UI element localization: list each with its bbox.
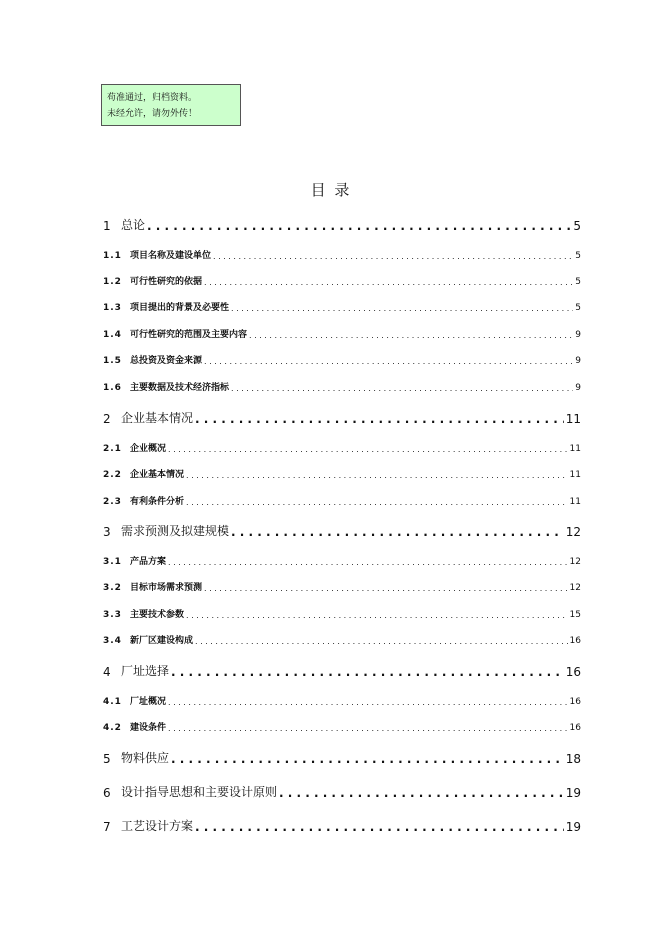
- toc-page-number: 12: [565, 525, 581, 539]
- toc-page-number: 16: [565, 665, 581, 679]
- toc-leader-dots: [168, 438, 568, 454]
- toc-section[interactable]: [103, 350, 581, 366]
- toc-label: 需求预测及拟建规模: [121, 524, 230, 538]
- toc-leader-dots: [186, 491, 568, 507]
- toc-leader-dots: [231, 297, 573, 313]
- toc-chapter[interactable]: [103, 818, 581, 834]
- toc-leader-dots: [249, 324, 573, 340]
- toc-page-number: 16: [569, 697, 581, 707]
- toc-label: 总论: [121, 218, 146, 232]
- toc-leader-dots: [213, 245, 573, 261]
- toc-number: 3.3: [103, 610, 122, 620]
- toc-number: 5: [103, 752, 111, 766]
- page-title: 目 录: [310, 181, 352, 199]
- toc-section[interactable]: [103, 630, 581, 646]
- toc-leader-dots: [168, 691, 568, 707]
- toc-label: 有利条件分析: [130, 497, 185, 507]
- toc-section[interactable]: [103, 604, 581, 620]
- toc-label: 物料供应: [121, 751, 170, 765]
- toc-number: 1.3: [103, 303, 122, 313]
- toc-page-number: 9: [575, 383, 581, 393]
- toc-page-number: 5: [575, 303, 581, 313]
- toc-leader-dots: [204, 577, 568, 593]
- toc-page-number: 5: [573, 219, 581, 233]
- toc-section[interactable]: [103, 324, 581, 340]
- toc-label: 主要技术参数: [130, 610, 185, 620]
- toc-leader-dots: [171, 750, 564, 766]
- toc-chapter[interactable]: [103, 523, 581, 539]
- toc-leader-dots: [195, 630, 568, 646]
- toc-label: 企业基本情况: [121, 411, 194, 425]
- notice-line-2: 未经允许，请勿外传！: [107, 109, 198, 119]
- toc-section[interactable]: [103, 551, 581, 567]
- notice-line-1: 苟准通过，归档资料。: [107, 93, 198, 103]
- toc-number: 3.2: [103, 583, 122, 593]
- toc-number: 1.4: [103, 330, 122, 340]
- toc-number: 1.5: [103, 356, 122, 366]
- toc-label: 企业基本情况: [130, 470, 185, 480]
- toc-section[interactable]: [103, 438, 581, 454]
- toc-label: 设计指导思想和主要设计原则: [121, 785, 278, 799]
- toc-page-number: 18: [565, 752, 581, 766]
- toc-page-number: 5: [575, 251, 581, 261]
- toc-page-number: 12: [569, 557, 581, 567]
- toc-label: 企业概况: [130, 444, 167, 454]
- toc-page-number: 16: [569, 636, 581, 646]
- toc-page-number: 11: [569, 497, 581, 507]
- toc-chapter[interactable]: [103, 784, 581, 800]
- toc-page-number: 12: [569, 583, 581, 593]
- toc-label: 工艺设计方案: [121, 819, 194, 833]
- toc-leader-dots: [186, 464, 568, 480]
- toc-label: 可行性研究的依据: [130, 277, 203, 287]
- toc-page-number: 15: [569, 610, 581, 620]
- toc-number: 1.1: [103, 251, 122, 261]
- toc-leader-dots: [147, 217, 571, 233]
- toc-section[interactable]: [103, 297, 581, 313]
- toc-leader-dots: [171, 663, 564, 679]
- toc-chapter[interactable]: [103, 663, 581, 679]
- toc-section[interactable]: [103, 245, 581, 261]
- toc-label: 建设条件: [130, 723, 167, 733]
- toc-label: 主要数据及技术经济指标: [130, 383, 230, 393]
- toc-page-number: 5: [575, 277, 581, 287]
- toc-label: 厂址概况: [130, 697, 167, 707]
- toc-number: 4.2: [103, 723, 122, 733]
- toc-page-number: 9: [575, 330, 581, 340]
- toc-page-number: 11: [565, 412, 581, 426]
- toc-label: 新厂区建设构成: [130, 636, 194, 646]
- toc-number: 2.2: [103, 470, 122, 480]
- toc-label: 可行性研究的范围及主要内容: [130, 330, 248, 340]
- toc-number: 2: [103, 412, 111, 426]
- toc-number: 3.4: [103, 636, 122, 646]
- toc-number: 4: [103, 665, 111, 679]
- toc-chapter[interactable]: [103, 410, 581, 426]
- toc-page-number: 19: [565, 820, 581, 834]
- toc-number: 1.2: [103, 277, 122, 287]
- toc-leader-dots: [231, 377, 573, 393]
- toc-section[interactable]: [103, 464, 581, 480]
- toc-number: 3.1: [103, 557, 122, 567]
- toc-number: 3: [103, 525, 111, 539]
- toc-number: 6: [103, 786, 111, 800]
- toc-section[interactable]: [103, 717, 581, 733]
- toc-leader-dots: [195, 818, 564, 834]
- toc-page-number: 9: [575, 356, 581, 366]
- toc-number: 2.3: [103, 497, 122, 507]
- toc-chapter[interactable]: [103, 750, 581, 766]
- toc-leader-dots: [186, 604, 568, 620]
- toc-label: 目标市场需求预测: [130, 583, 203, 593]
- toc-page-number: 19: [565, 786, 581, 800]
- toc-number: 4.1: [103, 697, 122, 707]
- toc-label: 项目提出的背景及必要性: [130, 303, 230, 313]
- toc-leader-dots: [204, 271, 573, 287]
- toc-page-number: 11: [569, 444, 581, 454]
- toc-chapter[interactable]: [103, 217, 581, 233]
- toc-section[interactable]: [103, 577, 581, 593]
- toc-section[interactable]: [103, 271, 581, 287]
- toc-number: 1: [103, 219, 111, 233]
- toc-page-number: 16: [569, 723, 581, 733]
- toc-label: 产品方案: [130, 557, 167, 567]
- toc-label: 项目名称及建设单位: [130, 251, 212, 261]
- toc-number: 7: [103, 820, 111, 834]
- toc-section[interactable]: [103, 491, 581, 507]
- toc-number: 2.1: [103, 444, 122, 454]
- toc-leader-dots: [231, 523, 564, 539]
- toc-page-number: 11: [569, 470, 581, 480]
- toc-label: 厂址选择: [121, 664, 170, 678]
- toc-leader-dots: [168, 551, 568, 567]
- toc-section[interactable]: [103, 377, 581, 393]
- toc-leader-dots: [195, 410, 564, 426]
- toc-leader-dots: [204, 350, 573, 366]
- toc-label: 总投资及资金来源: [130, 356, 203, 366]
- toc-number: 1.6: [103, 383, 122, 393]
- toc-leader-dots: [279, 784, 564, 800]
- toc-section[interactable]: [103, 691, 581, 707]
- toc-leader-dots: [168, 717, 568, 733]
